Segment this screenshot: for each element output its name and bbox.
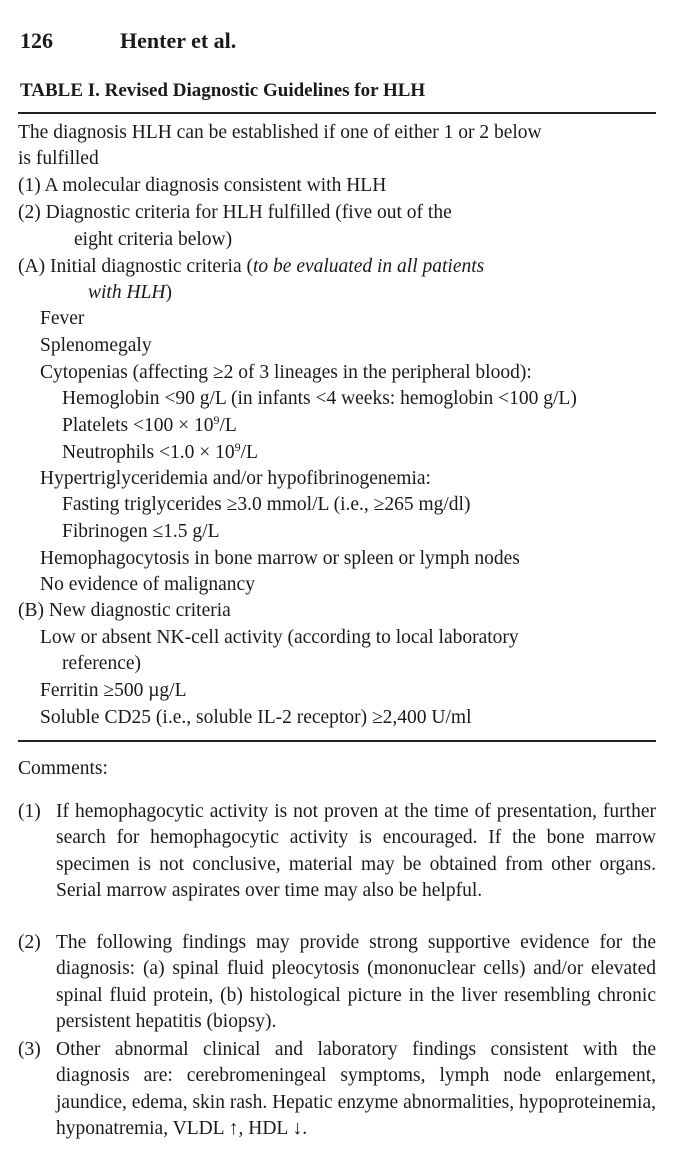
criterion-fever: Fever bbox=[40, 308, 85, 329]
section-a-label: (A) Initial diagnostic criteria ( bbox=[18, 256, 253, 277]
comment-number: (1) bbox=[18, 801, 41, 822]
comments-heading: Comments: bbox=[18, 758, 108, 779]
criterion-molecular: (1) A molecular diagnosis consistent with HLH bbox=[18, 175, 387, 196]
comment-number: (3) bbox=[18, 1039, 41, 1060]
criterion-diagnostic-1: (2) Diagnostic criteria for HLH fulfilled (five out of the bbox=[18, 202, 452, 223]
platelets-unit: /L bbox=[219, 415, 237, 436]
criterion-nk-cell-2: reference) bbox=[62, 653, 141, 674]
section-a-close: ) bbox=[165, 282, 172, 303]
intro-line-1: The diagnosis HLH can be established if one of either 1 or 2 below bbox=[18, 122, 542, 143]
criterion-splenomegaly: Splenomegaly bbox=[40, 335, 152, 356]
table-bottom-rule bbox=[18, 740, 656, 742]
sub-fibrinogen: Fibrinogen ≤1.5 g/L bbox=[62, 521, 220, 542]
sub-fasting-triglycerides: Fasting triglycerides ≥3.0 mmol/L (i.e., ≥265 mg/dl) bbox=[62, 494, 471, 515]
neutrophils-exponent: 9 bbox=[234, 440, 241, 454]
section-a-italic-2: with HLH bbox=[88, 282, 166, 303]
section-a-italic-1: to be evaluated in all patients bbox=[253, 256, 485, 277]
section-a-heading bbox=[18, 254, 484, 280]
comment-text: The following findings may provide strong supportive evidence for the diagnosis: (a) spinal fluid pleocytosis (mononuclear cells) and/or elevated spinal fluid protein, (b) histological picture in the liver resembling chronic persistent hepatitis (biopsy). bbox=[56, 932, 656, 1032]
platelets-exponent: 9 bbox=[213, 413, 220, 427]
page-header bbox=[20, 28, 236, 54]
page-number: 126 bbox=[20, 28, 53, 53]
comment-text: If hemophagocytic activity is not proven at the time of presentation, further search for hemophagocytic activity is encouraged. If the bone marrow specimen is not conclusive, material may be obtained from other organs. Serial marrow aspirates over time may also be helpful. bbox=[56, 801, 656, 901]
intro-line-2: is fulfilled bbox=[18, 148, 99, 169]
criterion-hemophagocytosis: Hemophagocytosis in bone marrow or spleen or lymph nodes bbox=[40, 548, 520, 569]
criterion-diagnostic-2: eight criteria below) bbox=[74, 229, 233, 250]
comment-text: Other abnormal clinical and laboratory findings consistent with the diagnosis are: cerebromeningeal symptoms, lymph node enlargement, jaundice, edema, skin rash. Hepatic enzyme abnormalities, hypoproteinemia, hyponatremia, VLDL ↑, HDL ↓. bbox=[56, 1039, 656, 1139]
criterion-cytopenias: Cytopenias (affecting ≥2 of 3 lineages in the peripheral blood): bbox=[40, 362, 532, 383]
criterion-ferritin: Ferritin ≥500 µg/L bbox=[40, 680, 187, 701]
sub-neutrophils bbox=[62, 440, 258, 466]
neutrophils-text: Neutrophils <1.0 × 10 bbox=[62, 442, 235, 463]
criterion-soluble-cd25: Soluble CD25 (i.e., soluble IL-2 receptor) ≥2,400 U/ml bbox=[40, 707, 472, 728]
platelets-text: Platelets <100 × 10 bbox=[62, 415, 214, 436]
table-title: TABLE I. Revised Diagnostic Guidelines for HLH bbox=[20, 80, 426, 101]
criterion-hypertriglyceridemia: Hypertriglyceridemia and/or hypofibrinogenemia: bbox=[40, 468, 431, 489]
criterion-no-malignancy: No evidence of malignancy bbox=[40, 574, 255, 595]
criterion-nk-cell-1: Low or absent NK-cell activity (according to local laboratory bbox=[40, 627, 519, 648]
section-a-heading-cont bbox=[88, 280, 172, 306]
running-head-authors: Henter et al. bbox=[120, 28, 237, 53]
sub-hemoglobin: Hemoglobin <90 g/L (in infants <4 weeks: hemoglobin <100 g/L) bbox=[62, 388, 577, 409]
sub-platelets bbox=[62, 413, 237, 439]
section-b-heading: (B) New diagnostic criteria bbox=[18, 600, 231, 621]
table-top-rule bbox=[18, 112, 656, 114]
neutrophils-unit: /L bbox=[240, 442, 258, 463]
comment-number: (2) bbox=[18, 932, 41, 953]
